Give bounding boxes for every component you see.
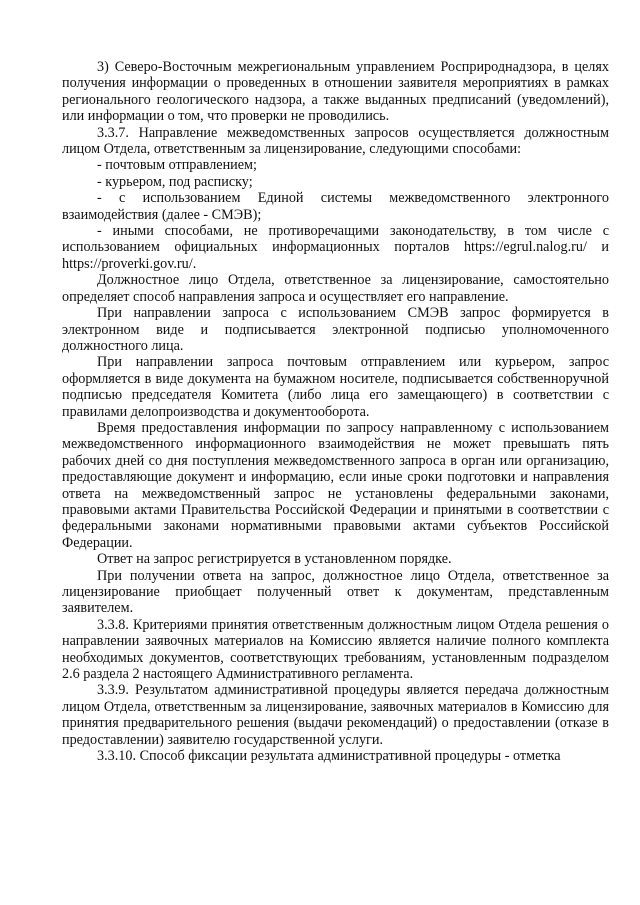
list-item-other-methods: - иными способами, не противоречащими законодательству, в том числе с использованием официальных информационных порталов https://egrul.nalog.ru/ и https://proverki.gov.ru/. bbox=[62, 223, 609, 272]
paragraph-response-attach: При получении ответа на запрос, должностное лицо Отдела, ответственное за лицензирование приобщает полученный ответ к документам, представленным заявителем. bbox=[62, 567, 609, 617]
paragraph-3-3-10: 3.3.10. Способ фиксации результата административной процедуры - отметка bbox=[97, 748, 561, 765]
paragraph-3-3-9: 3.3.9. Результатом административной процедуры является передача должностным лицом Отдела, ответственным за лицензирование, заявочных материалов в Комиссию для принятия предварительного решения (выдачи рекомендаций) о предоставлении (отказе в предоставлении) заявителю государственной услуги. bbox=[62, 682, 609, 748]
list-item-courier: - курьером, под расписку; bbox=[97, 173, 253, 190]
paragraph-3-3-7: 3.3.7. Направление межведомственных запросов осуществляется должностным лицом Отдела, ответственным за лицензирование, следующими способами: bbox=[62, 124, 609, 158]
list-item-smev: - с использованием Единой системы межведомственного электронного взаимодействия (далее - СМЭВ); bbox=[62, 190, 609, 223]
paragraph-paper-request: При направлении запроса почтовым отправлением или курьером, запрос оформляется в виде документа на бумажном носителе, подписывается собственноручной подписью председателя Комитета (либо лица его замещающего) в соответствии с правилами делопроизводства и документооборота. bbox=[62, 354, 609, 420]
paragraph-item-3-rosprirodnadzor: 3) Северо-Восточным межрегиональным управлением Росприроднадзора, в целях получения информации о проведенных в отношении заявителя мероприятиях в рамках регионального геологического надзора, а также выданных предписаний (уведомлений), или информации о том, что проверки не проводились. bbox=[62, 59, 609, 125]
paragraph-method-choice: Должностное лицо Отдела, ответственное за лицензирование, самостоятельно определяет способ направления запроса и осуществляет его направление. bbox=[62, 272, 609, 305]
paragraph-registration: Ответ на запрос регистрируется в установленном порядке. bbox=[97, 551, 452, 568]
paragraph-3-3-8: 3.3.8. Критериями принятия ответственным должностным лицом Отдела решения о направлении заявочных материалов на Комиссию является наличие полного комплекта необходимых документов, соответствующих требованиям, установленным подразделом 2.6 раздела 2 настоящего Административного регламента. bbox=[62, 616, 609, 683]
list-item-postal: - почтовым отправлением; bbox=[97, 157, 257, 174]
paragraph-smev-request: При направлении запроса с использованием СМЭВ запрос формируется в электронном виде и подписывается электронной подписью уполномоченного должностного лица. bbox=[62, 305, 609, 354]
paragraph-response-time: Время предоставления информации по запросу направленному с использованием межведомственного информационного взаимодействия не может превышать пять рабочих дней со дня поступления межведомственного запроса в орган или организацию, предоставляющие документ и информацию, если иные сроки подготовки и направления ответа на межведомственный запрос не установлены федеральными законами, правовыми актами Правительства Российской Федерации и принятыми в соответствии с федеральными законами нормативными правовыми актами субъектов Российской Федерации. bbox=[62, 419, 609, 551]
